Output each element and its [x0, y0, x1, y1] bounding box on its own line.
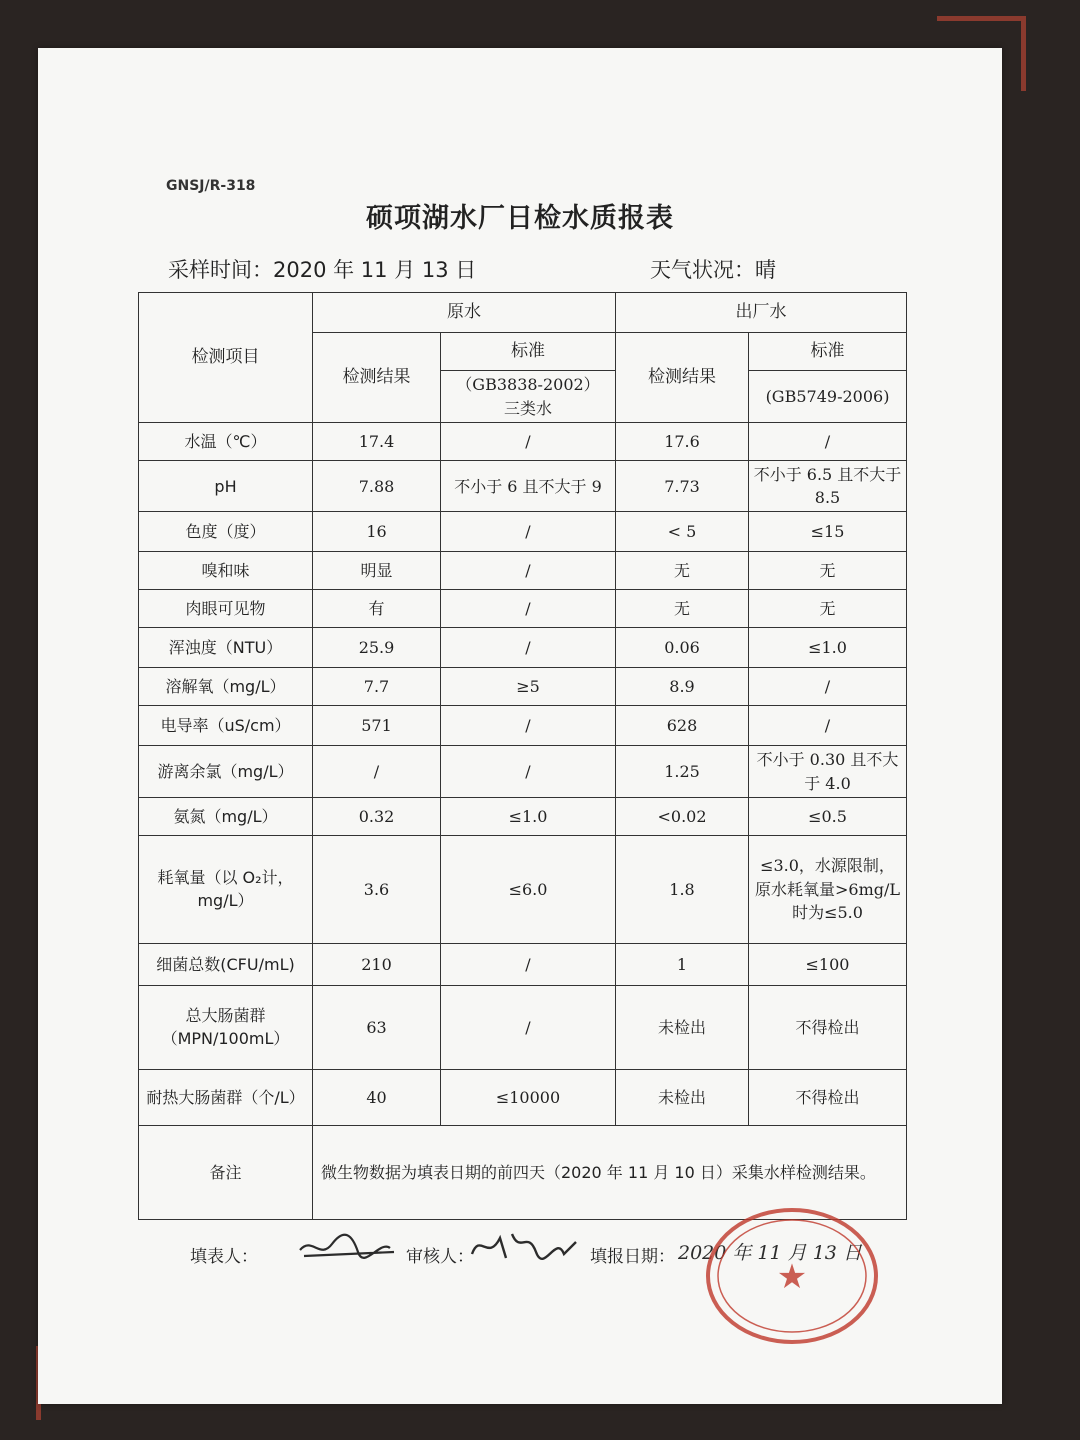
- table-row: [139, 628, 907, 668]
- table-row: [139, 985, 907, 1069]
- cell-raw-result: 16: [313, 512, 441, 552]
- col-header-plant-result: 检测结果: [616, 333, 749, 423]
- cell-item: 总大肠菌群（MPN/100mL）: [139, 985, 313, 1069]
- cell-item: 电导率（uS/cm）: [139, 706, 313, 746]
- cell-plant-result: 无: [616, 552, 749, 590]
- table-row: [139, 590, 907, 628]
- cell-plant-result: 未检出: [616, 1069, 749, 1125]
- cell-plant-standard: 无: [749, 590, 907, 628]
- table-header-row: [139, 293, 907, 333]
- reviewer-label: 审核人：: [406, 1247, 474, 1267]
- cell-plant-result: 7.73: [616, 461, 749, 512]
- cell-raw-result: 25.9: [313, 628, 441, 668]
- plant-standard-code: (GB5749-2006): [749, 371, 907, 423]
- cell-plant-standard: 无: [749, 552, 907, 590]
- cell-raw-result: 571: [313, 706, 441, 746]
- weather: 天气状况：晴: [650, 258, 776, 282]
- cell-raw-standard: /: [441, 552, 616, 590]
- cell-raw-result: 有: [313, 590, 441, 628]
- cell-item: 色度（度）: [139, 512, 313, 552]
- cell-plant-result: 未检出: [616, 985, 749, 1069]
- cell-plant-result: 628: [616, 706, 749, 746]
- table-row: [139, 746, 907, 797]
- cell-plant-standard: /: [749, 423, 907, 461]
- cell-raw-result: 明显: [313, 552, 441, 590]
- cell-plant-result: 1.25: [616, 746, 749, 797]
- cell-plant-result: 无: [616, 590, 749, 628]
- raw-standard-class: 三类水: [503, 398, 552, 418]
- report-date: 2020 年 11 月 13 日: [678, 1242, 862, 1264]
- cell-plant-standard: /: [749, 668, 907, 706]
- table-row: [139, 423, 907, 461]
- report-sheet: [38, 48, 1002, 1404]
- table-row: [139, 461, 907, 512]
- cell-raw-standard: ≤6.0: [441, 835, 616, 943]
- col-header-raw-standard: 标准: [441, 333, 616, 371]
- col-header-plant-standard: 标准: [749, 333, 907, 371]
- official-seal: [704, 1206, 880, 1346]
- cell-item: 嗅和味: [139, 552, 313, 590]
- cell-raw-standard: /: [441, 985, 616, 1069]
- filler-label: 填表人：: [190, 1247, 258, 1267]
- table-row: [139, 512, 907, 552]
- cell-plant-standard: 不小于 6.5 且不大于 8.5: [749, 461, 907, 512]
- cell-raw-standard: ≤10000: [441, 1069, 616, 1125]
- cell-plant-standard: 不小于 0.30 且不大于 4.0: [749, 746, 907, 797]
- cell-raw-standard: ≤1.0: [441, 797, 616, 835]
- cell-raw-result: 0.32: [313, 797, 441, 835]
- raw-standard-spec: [441, 371, 616, 423]
- cell-raw-result: 7.88: [313, 461, 441, 512]
- cell-raw-result: 63: [313, 985, 441, 1069]
- cell-plant-result: 1.8: [616, 835, 749, 943]
- cell-raw-standard: /: [441, 512, 616, 552]
- col-header-raw-water: 原水: [313, 293, 616, 333]
- cell-raw-result: 40: [313, 1069, 441, 1125]
- cell-item: 溶解氧（mg/L）: [139, 668, 313, 706]
- cell-raw-standard: /: [441, 590, 616, 628]
- cell-item: 肉眼可见物: [139, 590, 313, 628]
- cell-plant-standard: /: [749, 706, 907, 746]
- table-row: [139, 552, 907, 590]
- cell-item: pH: [139, 461, 313, 512]
- cell-plant-result: < 5: [616, 512, 749, 552]
- reviewer-signature: [466, 1224, 586, 1268]
- cell-raw-result: 3.6: [313, 835, 441, 943]
- table-row: [139, 835, 907, 943]
- cell-raw-standard: /: [441, 706, 616, 746]
- cell-raw-result: 7.7: [313, 668, 441, 706]
- filler-signature: [294, 1226, 404, 1266]
- table-row: [139, 943, 907, 985]
- table-row: [139, 1069, 907, 1125]
- cell-raw-standard: /: [441, 746, 616, 797]
- remark-text: 微生物数据为填表日期的前四天（2020 年 11 月 10 日）采集水样检测结果。: [313, 1125, 907, 1219]
- table-row: [139, 706, 907, 746]
- col-header-plant-water: 出厂水: [616, 293, 907, 333]
- seal-star-icon: ★: [776, 1257, 808, 1297]
- cell-plant-result: 1: [616, 943, 749, 985]
- cell-item: 细菌总数(CFU/mL): [139, 943, 313, 985]
- cell-raw-result: 210: [313, 943, 441, 985]
- cell-plant-standard: 不得检出: [749, 1069, 907, 1125]
- document-code: GNSJ/R-318: [166, 178, 256, 194]
- table-row: [139, 797, 907, 835]
- raw-standard-code: （GB3838-2002）: [456, 375, 600, 395]
- water-quality-table: [138, 292, 907, 1220]
- cell-plant-standard: ≤1.0: [749, 628, 907, 668]
- cell-plant-result: 17.6: [616, 423, 749, 461]
- cell-raw-result: /: [313, 746, 441, 797]
- col-header-item: 检测项目: [139, 293, 313, 423]
- remark-label: 备注: [139, 1125, 313, 1219]
- cell-raw-standard: ≥5: [441, 668, 616, 706]
- cell-raw-result: 17.4: [313, 423, 441, 461]
- report-title: 硕项湖水厂日检水质报表: [366, 203, 674, 234]
- cell-raw-standard: /: [441, 628, 616, 668]
- cell-plant-result: 8.9: [616, 668, 749, 706]
- cell-item: 水温（℃）: [139, 423, 313, 461]
- date-label: 填报日期：: [590, 1247, 675, 1267]
- col-header-raw-result: 检测结果: [313, 333, 441, 423]
- cell-plant-standard: ≤15: [749, 512, 907, 552]
- cell-item: 耗氧量（以 O₂计，mg/L）: [139, 835, 313, 943]
- cell-plant-result: <0.02: [616, 797, 749, 835]
- cell-plant-standard: ≤100: [749, 943, 907, 985]
- cell-plant-standard: 不得检出: [749, 985, 907, 1069]
- cell-plant-standard: ≤3.0，水源限制，原水耗氧量>6mg/L 时为≤5.0: [749, 835, 907, 943]
- cell-item: 游离余氯（mg/L）: [139, 746, 313, 797]
- cell-item: 氨氮（mg/L）: [139, 797, 313, 835]
- cell-item: 浑浊度（NTU）: [139, 628, 313, 668]
- cell-item: 耐热大肠菌群（个/L）: [139, 1069, 313, 1125]
- sampling-time: 采样时间：2020 年 11 月 13 日: [168, 258, 477, 282]
- cell-plant-standard: ≤0.5: [749, 797, 907, 835]
- table-row: [139, 668, 907, 706]
- cell-raw-standard: 不小于 6 且不大于 9: [441, 461, 616, 512]
- cell-plant-result: 0.06: [616, 628, 749, 668]
- cell-raw-standard: /: [441, 943, 616, 985]
- cell-raw-standard: /: [441, 423, 616, 461]
